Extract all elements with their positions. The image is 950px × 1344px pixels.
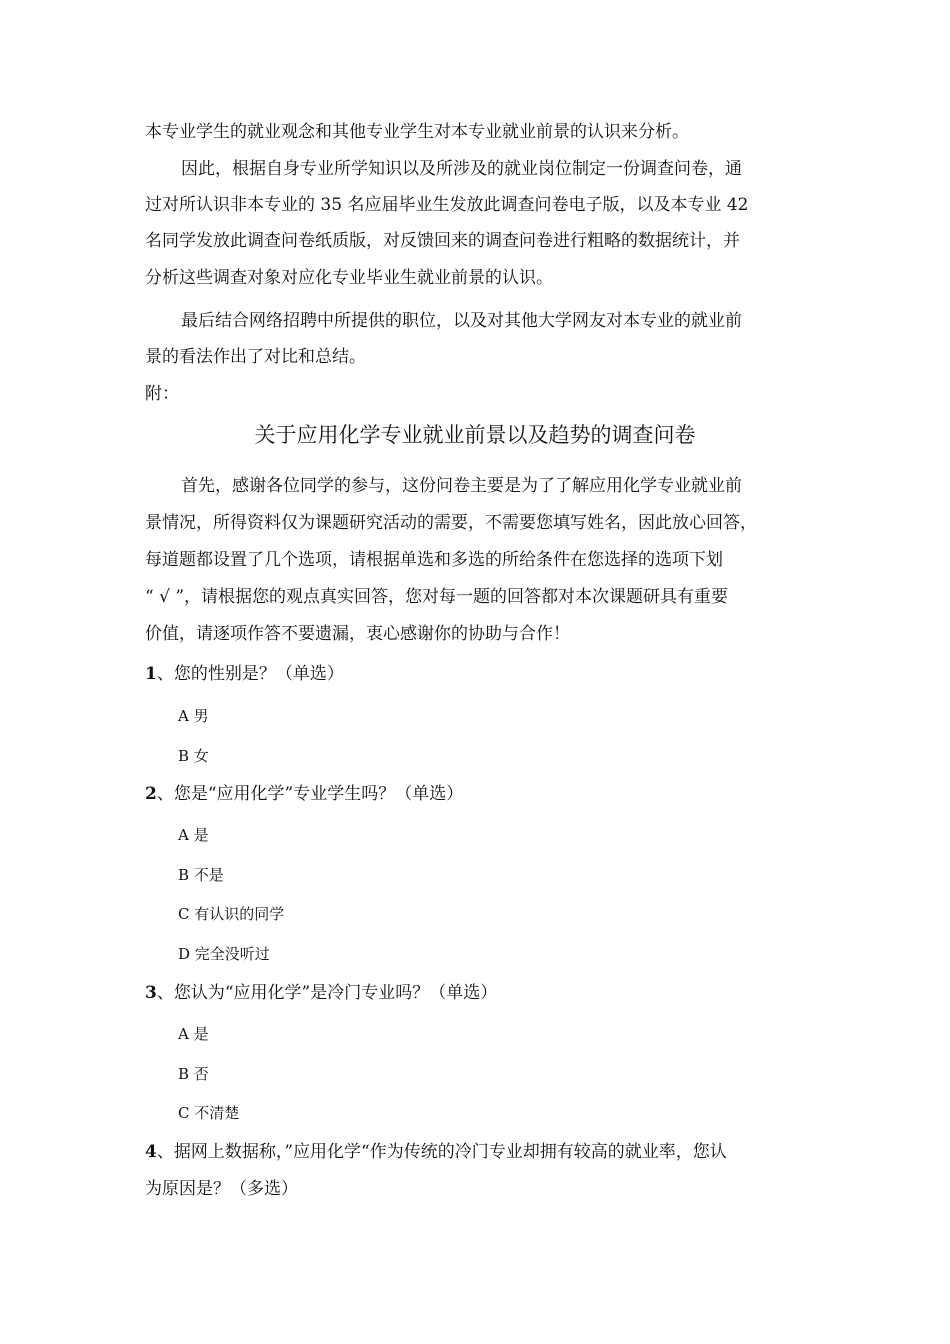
q1-option-a[interactable]: A 男 [178,707,209,725]
intro-line-7: 景的看法作出了对比和总结。 [145,347,366,367]
preface-line-2: 景情况，所得资料仅为课题研究活动的需要，不需要您填写姓名，因此放心回答， [145,513,757,533]
preface-line-4: “ √ ”，请根据您的观点真实回答，您对每一题的回答都对本次课题研具有重要 [145,587,729,607]
question-text: 、据网上数据称，”应用化学“作为传统的冷门专业却拥有较高的就业率，您认 [156,1142,727,1162]
preface-line-3: 每道题都设置了几个选项，请根据单选和多选的所给条件在您选择的选项下划 [145,550,723,570]
q3-option-b[interactable]: B 否 [178,1065,209,1083]
question-text: 、您是“应用化学”专业学生吗？（单选） [156,784,464,804]
question-number: 1 [145,664,157,684]
question-3 [145,981,497,1005]
intro-line-4: 名同学发放此调查问卷纸质版，对反馈回来的调查问卷进行粗略的数据统计，并 [145,231,740,251]
q2-option-c[interactable]: C 有认识的同学 [178,905,285,923]
appendix-label: 附： [145,384,179,404]
question-text: 、您的性别是？（单选） [156,664,344,684]
question-number: 4 [145,1142,157,1162]
question-text: 、您认为“应用化学”是冷门专业吗？（单选） [156,983,498,1003]
intro-line-3: 过对所认识非本专业的 35 名应届毕业生发放此调查问卷电子版，以及本专业 42 [145,195,749,215]
question-1 [145,662,344,686]
q2-option-d[interactable]: D 完全没听过 [178,945,270,963]
question-4-continued: 为原因是？（多选） [145,1179,298,1199]
intro-line-6: 最后结合网络招聘中所提供的职位，以及对其他大学网友对本专业的就业前 [181,311,742,331]
q1-option-b[interactable]: B 女 [178,747,209,765]
intro-line-5: 分析这些调查对象对应化专业毕业生就业前景的认识。 [145,268,553,288]
intro-line-1: 本专业学生的就业观念和其他专业学生对本专业就业前景的认识来分析。 [145,122,689,142]
q3-option-a[interactable]: A 是 [178,1025,209,1043]
q3-option-c[interactable]: C 不清楚 [178,1104,240,1122]
q2-option-a[interactable]: A 是 [178,826,209,844]
question-number: 2 [145,784,157,804]
preface-line-1: 首先，感谢各位同学的参与，这份问卷主要是为了了解应用化学专业就业前 [181,476,742,496]
survey-title: 关于应用化学专业就业前景以及趋势的调查问卷 [254,423,696,447]
question-4 [145,1140,727,1164]
preface-line-5: 价值，请逐项作答不要遗漏，衷心感谢你的协助与合作！ [145,624,570,644]
q2-option-b[interactable]: B 不是 [178,866,224,884]
question-2 [145,782,463,806]
intro-line-2: 因此，根据自身专业所学知识以及所涉及的就业岗位制定一份调查问卷，通 [181,159,742,179]
question-number: 3 [145,983,157,1003]
